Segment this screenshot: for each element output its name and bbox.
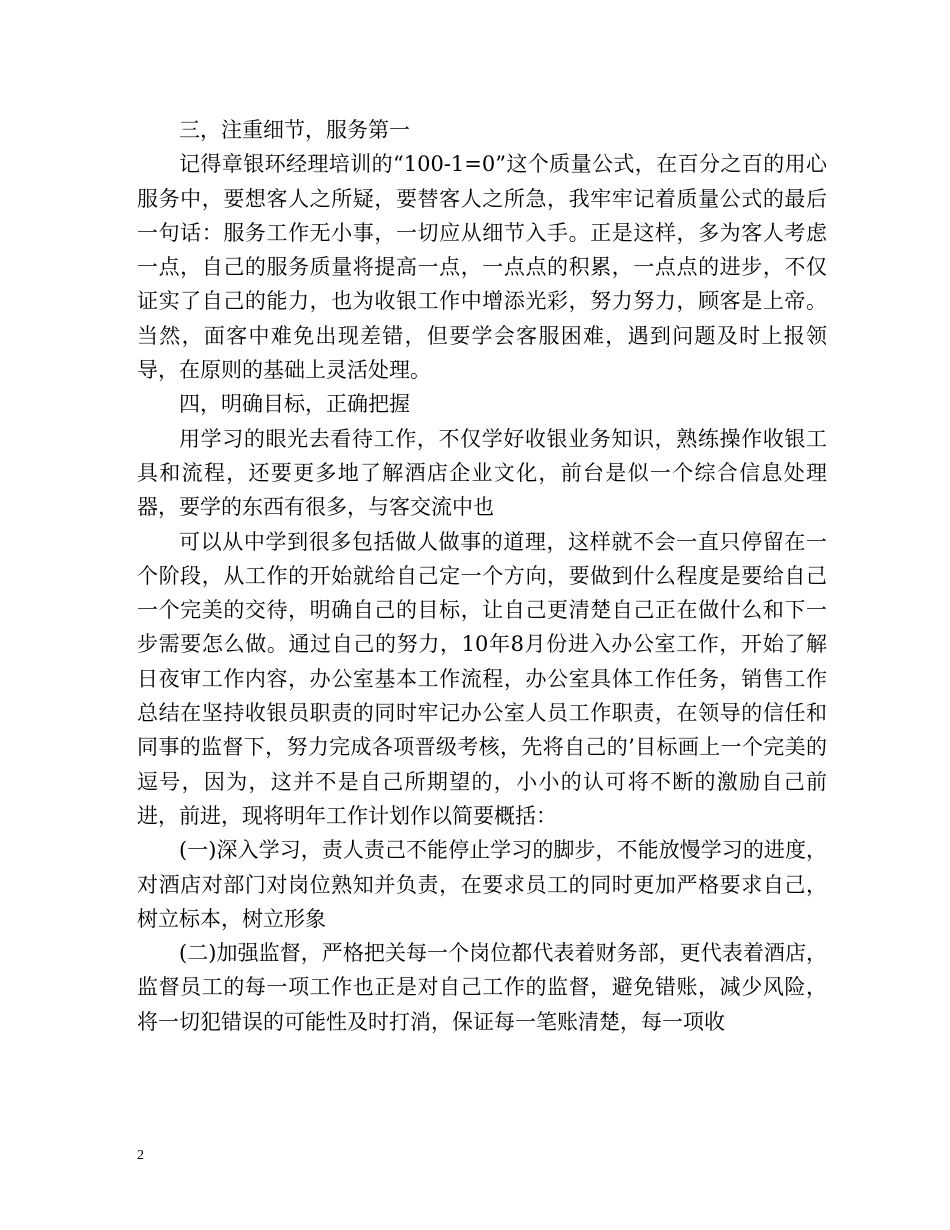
paragraph: 可以从中学到很多包括做人做事的道理，这样就不会一直只停留在一个阶段，从工作的开始就给自己定一个方向，要做到什么程度是要给自己一个完美的交待，明确自己的目标，让自己更清楚自己正在做什么和下一步需要怎么做。通过自己的努力，10年8月份进入办公室工作，开始了解日夜审工作内容，办公室基本工作流程，办公室具体工作任务，销售工作总结在坚持收银员职责的同时牢记办公室人员工作职责，在领导的信任和同事的监督下，努力完成各项晋级考核，先将自己的’目标画上一个完美的逗号，因为，这并不是自己所期望的，小小的认可将不断的激励自己前进，前进，现将明年工作计划作以简要概括：	[137, 529, 827, 828]
section-heading-four: 四，明确目标，正确把握	[179, 392, 410, 417]
paragraph: (二)加强监督，严格把关每一个岗位都代表着财务部，更代表着酒店，监督员工的每一项工作也正是对自己工作的监督，避免错账，减少风险，将一切犯错误的可能性及时打消，保证每一笔账清楚，每一项收	[137, 941, 827, 1034]
page-number: 2	[137, 1148, 144, 1163]
document-body	[137, 113, 827, 1039]
paragraph: 记得章银环经理培训的“100-1=0”这个质量公式，在百分之百的用心服务中，要想客人之所疑，要替客人之所急，我牢牢记着质量公式的最后一句话：服务工作无小事，一切应从细节入手。正是这样，多为客人考虑一点，自己的服务质量将提高一点，一点点的积累，一点点的进步，不仅证实了自己的能力，也为收银工作中增添光彩，努力努力，顾客是上帝。当然，面客中难免出现差错，但要学会客服困难，遇到问题及时上报领导，在原则的基础上灵活处理。	[137, 152, 827, 383]
paragraph: 用学习的眼光去看待工作，不仅学好收银业务知识，熟练操作收银工具和流程，还要更多地了解酒店企业文化，前台是似一个综合信息处理器，要学的东西有很多，与客交流中也	[137, 426, 827, 520]
paragraph: (一)深入学习，责人责己不能停止学习的脚步，不能放慢学习的进度，对酒店对部门对岗位熟知并负责，在要求员工的同时更加严格要求自己，树立标本，树立形象	[137, 838, 827, 931]
section-heading-three: 三，注重细节，服务第一	[179, 118, 410, 142]
